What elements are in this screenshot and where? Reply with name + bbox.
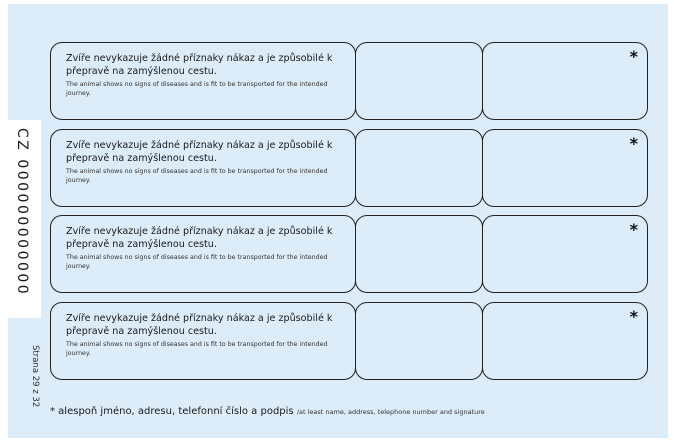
footnote-english: /at least name, address, telephone number and signature — [296, 408, 485, 416]
asterisk-mark: * — [629, 307, 638, 326]
vet-signature-field[interactable] — [482, 129, 648, 207]
statement-czech: Zvíře nevykazuje žádné příznaky nákaz a je způsobilé k přepravě na zamýšlenou cestu. — [66, 140, 333, 164]
statement-cell — [50, 129, 356, 207]
asterisk-mark: * — [629, 134, 638, 153]
date-field[interactable] — [355, 42, 483, 120]
statement-czech: Zvíře nevykazuje žádné příznaky nákaz a je způsobilé k přepravě na zamýšlenou cestu. — [66, 226, 333, 250]
page-number: Strana 29 z 32 — [30, 345, 40, 408]
statement-czech: Zvíře nevykazuje žádné příznaky nákaz a je způsobilé k přepravě na zamýšlenou cestu. — [66, 313, 333, 337]
date-field[interactable] — [355, 129, 483, 207]
statement-english: The animal shows no signs of diseases and is fit to be transported for the intended journey. — [66, 254, 328, 270]
statement-cell — [50, 215, 356, 293]
asterisk-mark: * — [629, 220, 638, 239]
vet-signature-field[interactable] — [482, 302, 648, 380]
certificate-row — [50, 129, 648, 207]
passport-id-number: CZ 000000000000 — [14, 128, 30, 297]
date-field[interactable] — [355, 302, 483, 380]
statement-english: The animal shows no signs of diseases and is fit to be transported for the intended journey. — [66, 168, 328, 184]
statement-czech: Zvíře nevykazuje žádné příznaky nákaz a je způsobilé k přepravě na zamýšlenou cestu. — [66, 53, 333, 77]
vet-signature-field[interactable] — [482, 42, 648, 120]
vet-signature-field[interactable] — [482, 215, 648, 293]
footnote — [50, 406, 485, 417]
statement-english: The animal shows no signs of diseases and is fit to be transported for the intended journey. — [66, 341, 328, 357]
certificate-row — [50, 302, 648, 380]
certificate-row — [50, 42, 648, 120]
date-field[interactable] — [355, 215, 483, 293]
asterisk-mark: * — [629, 47, 638, 66]
statement-english: The animal shows no signs of diseases and is fit to be transported for the intended journey. — [66, 81, 328, 97]
footnote-czech: * alespoň jméno, adresu, telefonní číslo a podpis — [50, 406, 294, 417]
statement-cell — [50, 302, 356, 380]
certificate-row — [50, 215, 648, 293]
statement-cell — [50, 42, 356, 120]
